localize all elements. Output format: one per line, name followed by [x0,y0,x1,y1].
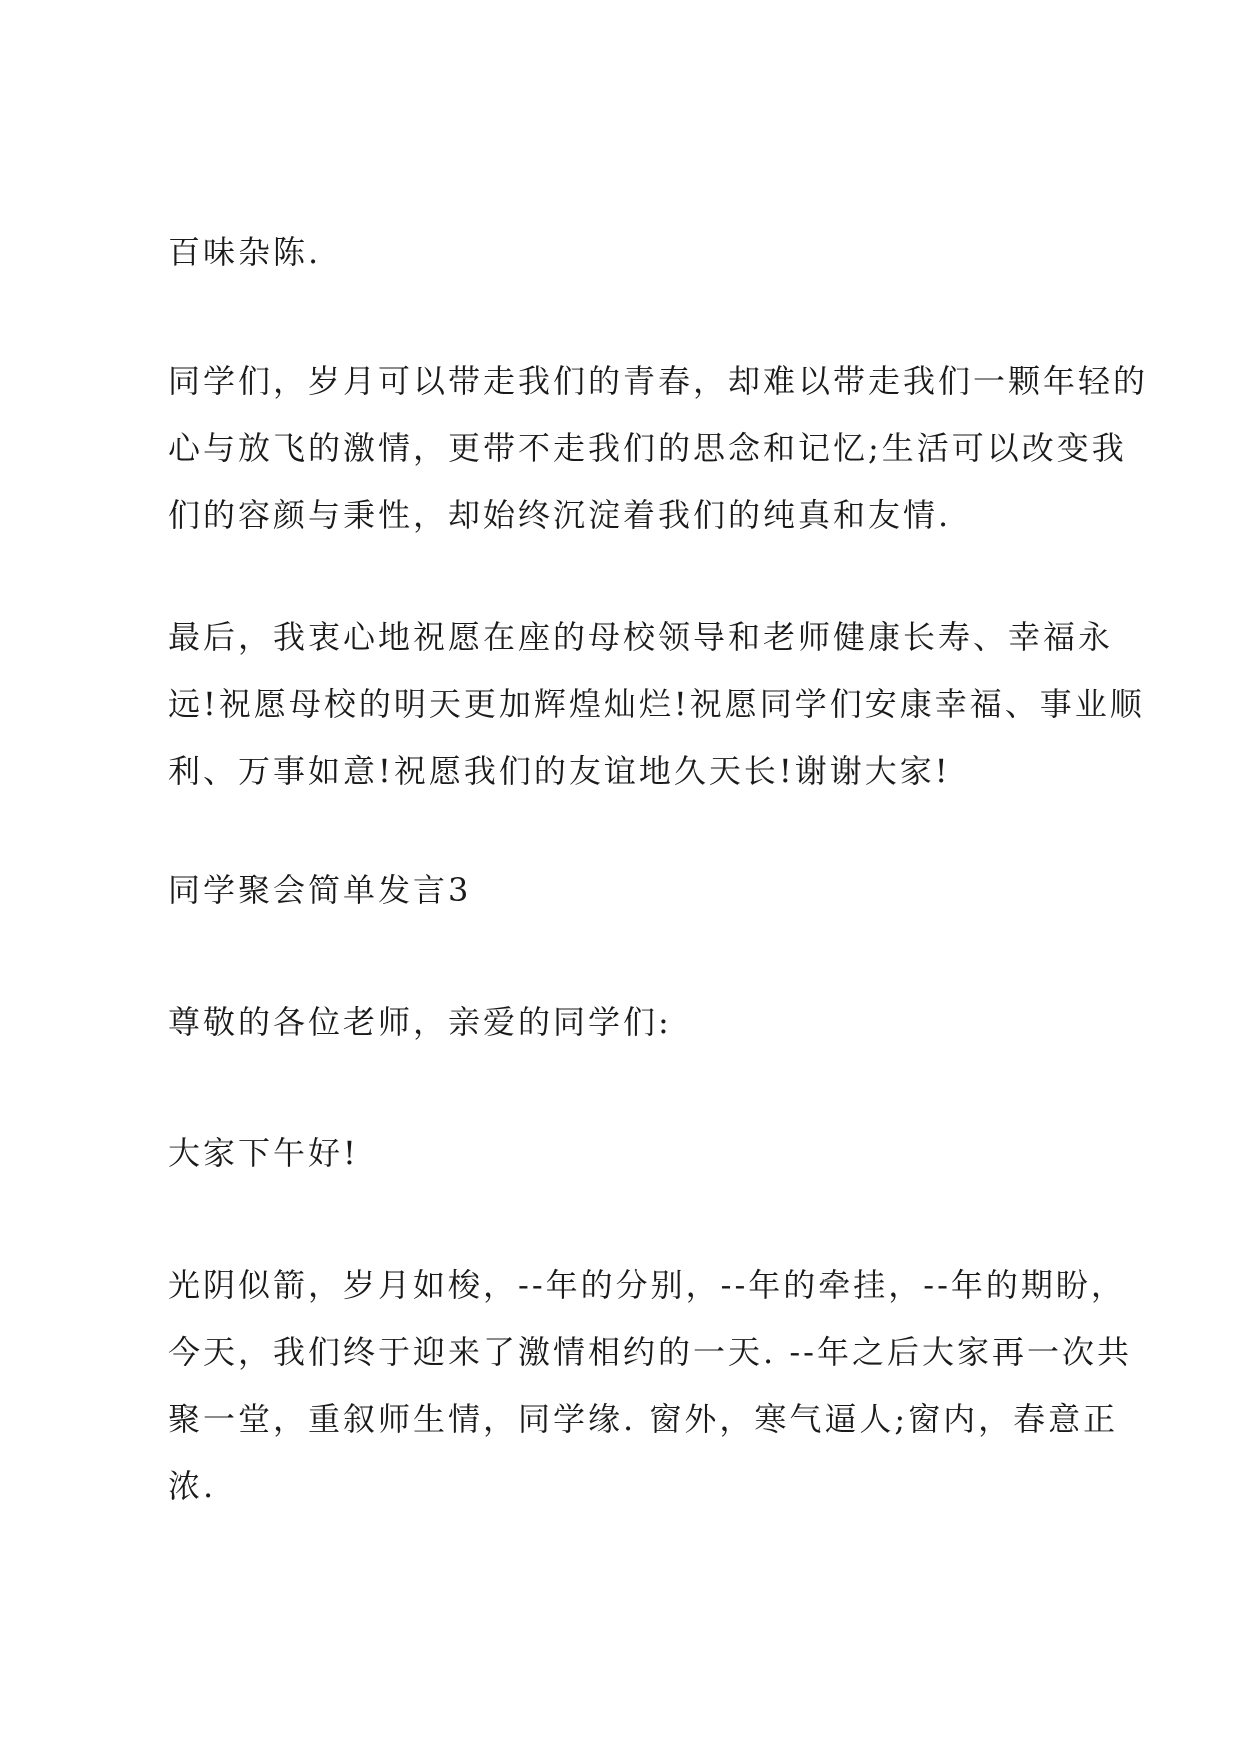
text-line: 百味杂陈. [168,233,322,271]
paragraph-closing-fragment [168,219,1098,286]
text-line: 浓. [168,1467,217,1505]
paragraph-salutation [168,989,1098,1056]
text-line: 大家下午好! [168,1134,359,1172]
text-line: 远!祝愿母校的明天更加辉煌灿烂!祝愿同学们安康幸福、事业顺 [168,685,1145,723]
section-heading [168,857,1098,924]
paragraph-time-flies [168,1252,1132,1520]
text-line: 最后，我衷心地祝愿在座的母校领导和老师健康长寿、幸福永 [168,618,1114,656]
text-line: 光阴似箭，岁月如梭，--年的分别，--年的牵挂，--年的期盼， [168,1266,1126,1304]
section-title: 同学聚会简单发言3 [168,871,472,909]
text-line: 利、万事如意!祝愿我们的友谊地久天长!谢谢大家! [168,752,951,790]
text-line: 尊敬的各位老师，亲爱的同学们: [168,1003,672,1041]
paragraph-greeting [168,1120,1098,1187]
text-line: 聚一堂，重叙师生情，同学缘. 窗外，寒气逼人;窗内，春意正 [168,1400,1119,1438]
text-line: 同学们，岁月可以带走我们的青春，却难以带走我们一颗年轻的 [168,362,1149,400]
text-line: 心与放飞的激情，更带不走我们的思念和记忆;生活可以改变我 [168,429,1127,467]
text-line: 们的容颜与秉性，却始终沉淀着我们的纯真和友情. [168,496,952,534]
text-line: 今天，我们终于迎来了激情相约的一天. --年之后大家再一次共 [168,1333,1132,1371]
paragraph-youth-memory [168,348,1149,549]
paragraph-best-wishes [168,604,1145,805]
